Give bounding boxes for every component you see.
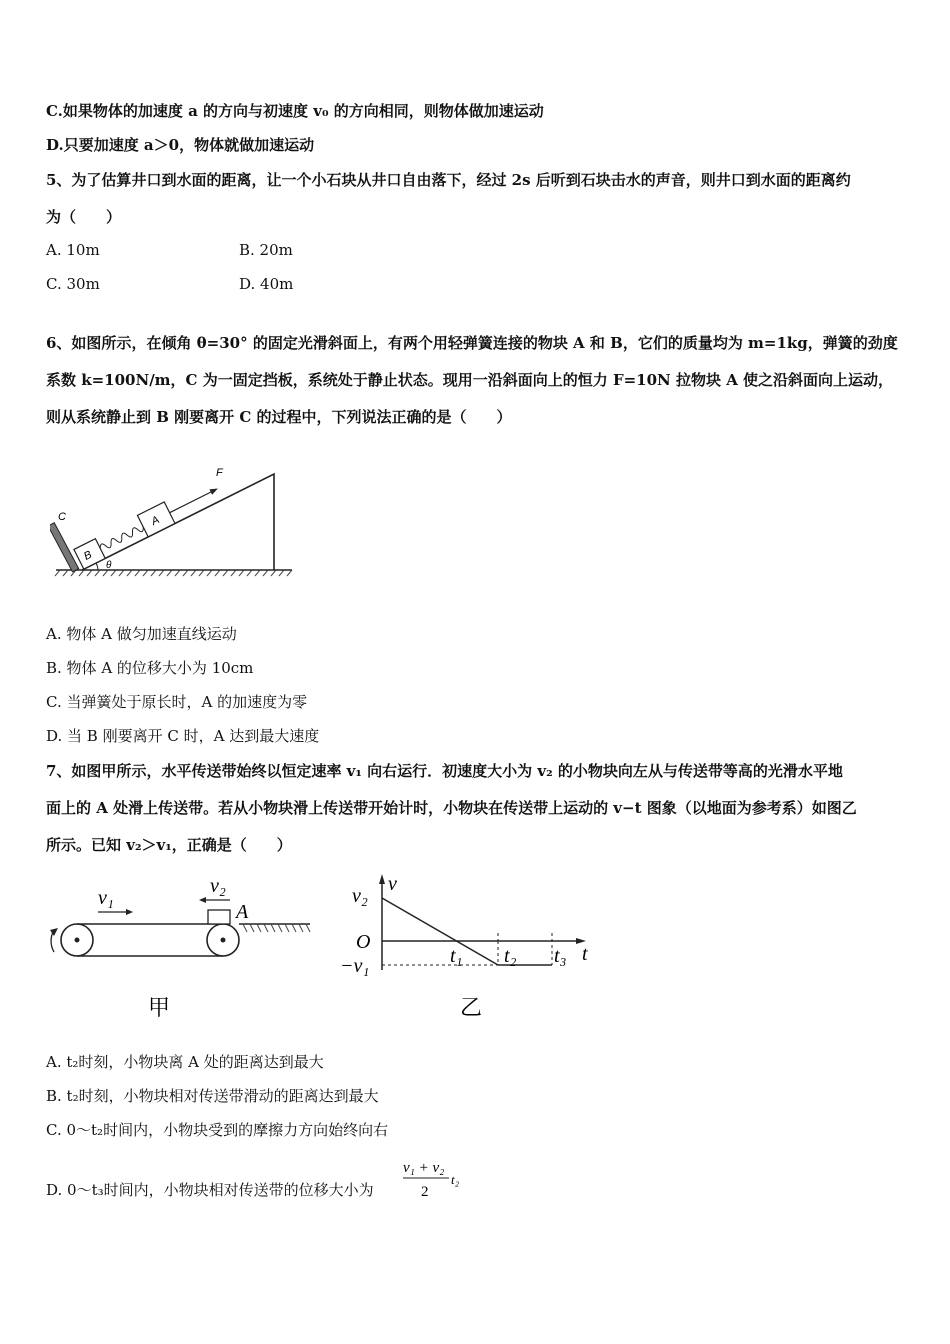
q7-stem-line3: 所示。已知 v₂＞v₁，正确是（ ） bbox=[46, 836, 292, 854]
q7-conveyor-figure bbox=[40, 870, 320, 1030]
q7-option-d: D. 0～t₃时间内，小物块相对传送带的位移大小为 bbox=[46, 1181, 374, 1199]
label-t3: t₃ bbox=[554, 945, 567, 967]
label-f: F bbox=[216, 467, 223, 479]
fraction-tail: t₂ bbox=[451, 1172, 460, 1187]
label-neg-v1: −v₁ bbox=[340, 955, 370, 977]
q7-stem-line2: 面上的 A 处滑上传送带。若从小物块滑上传送带开始计时，小物块在传送带上运动的 v−t 图象（以地面为参考系）如图乙 bbox=[46, 799, 857, 817]
small-block bbox=[208, 910, 230, 924]
q5-option-c: C. 30m bbox=[46, 275, 100, 293]
q6-option-b: B. 物体 A 的位移大小为 10cm bbox=[46, 659, 254, 677]
caption-yi: 乙 bbox=[460, 996, 483, 1021]
q6-incline-figure bbox=[50, 460, 300, 580]
fraction-denominator: 2 bbox=[421, 1184, 429, 1200]
force-arrow bbox=[170, 492, 211, 513]
label-v: v bbox=[388, 873, 397, 895]
q5-option-d: D. 40m bbox=[239, 275, 294, 293]
caption-jia: 甲 bbox=[148, 996, 171, 1021]
ground-hatch bbox=[55, 570, 292, 576]
q6-option-d: D. 当 B 刚要离开 C 时，A 达到最大速度 bbox=[46, 727, 320, 745]
q6-stem-line1: 6、如图所示，在倾角 θ=30° 的固定光滑斜面上，有两个用轻弹簧连接的物块 A 和 B，它们的质量均为 m=1kg，弹簧的劲度 bbox=[46, 334, 898, 352]
label-b: B bbox=[81, 548, 94, 563]
q7-option-a: A. t₂时刻，小物块离 A 处的距离达到最大 bbox=[46, 1053, 324, 1071]
fraction-numerator: v₁ + v₂ bbox=[403, 1160, 445, 1176]
label-c: C bbox=[58, 511, 66, 523]
q4-option-d: D.只要加速度 a＞0，物体就做加速运动 bbox=[46, 136, 315, 154]
label-origin: O bbox=[356, 931, 371, 953]
q6-stem-line3: 则从系统静止到 B 刚要离开 C 的过程中，下列说法正确的是（ ） bbox=[46, 408, 512, 426]
q5-stem-line2: 为（ ） bbox=[46, 208, 122, 226]
label-t2: t₂ bbox=[504, 945, 517, 967]
label-t1: t₁ bbox=[450, 945, 463, 967]
q5-stem-line1: 5、为了估算井口到水面的距离，让一个小石块从井口自由落下，经过 2s 后听到石块击水的声音，则井口到水面的距离约 bbox=[46, 171, 851, 189]
label-theta: θ bbox=[106, 560, 112, 571]
q7-option-c: C. 0～t₂时间内，小物块受到的摩擦力方向始终向右 bbox=[46, 1121, 389, 1139]
graph-decreasing bbox=[382, 898, 498, 965]
fraction-expression bbox=[403, 1156, 463, 1202]
label-v1: v₁ bbox=[98, 887, 114, 909]
q7-vt-graph bbox=[330, 870, 600, 1030]
q7-option-b: B. t₂时刻，小物块相对传送带滑动的距离达到最大 bbox=[46, 1087, 379, 1105]
label-a: A bbox=[149, 513, 162, 528]
q4-option-c: C.如果物体的加速度 a 的方向与初速度 v₀ 的方向相同，则物体做加速运动 bbox=[46, 102, 544, 120]
incline bbox=[82, 474, 274, 570]
q6-option-c: C. 当弹簧处于原长时，A 的加速度为零 bbox=[46, 693, 308, 711]
label-v2: v₂ bbox=[352, 885, 368, 907]
q7-stem-line1: 7、如图甲所示，水平传送带始终以恒定速率 v₁ 向右运行．初速度大小为 v₂ 的小物块向左从与传送带等高的光滑水平地 bbox=[46, 762, 843, 780]
label-v2: v₂ bbox=[210, 875, 226, 897]
spring bbox=[99, 524, 145, 552]
q6-stem-line2: 系数 k=100N/m，C 为一固定挡板，系统处于静止状态。现用一沿斜面向上的恒力 F=10N 拉物块 A 使之沿斜面向上运动， bbox=[46, 371, 894, 389]
barrier-c bbox=[50, 523, 79, 572]
label-a: A bbox=[236, 901, 249, 923]
label-t: t bbox=[582, 943, 588, 965]
q5-option-b: B. 20m bbox=[239, 241, 293, 259]
q6-option-a: A. 物体 A 做匀加速直线运动 bbox=[46, 625, 237, 643]
q5-option-a: A. 10m bbox=[46, 241, 100, 259]
